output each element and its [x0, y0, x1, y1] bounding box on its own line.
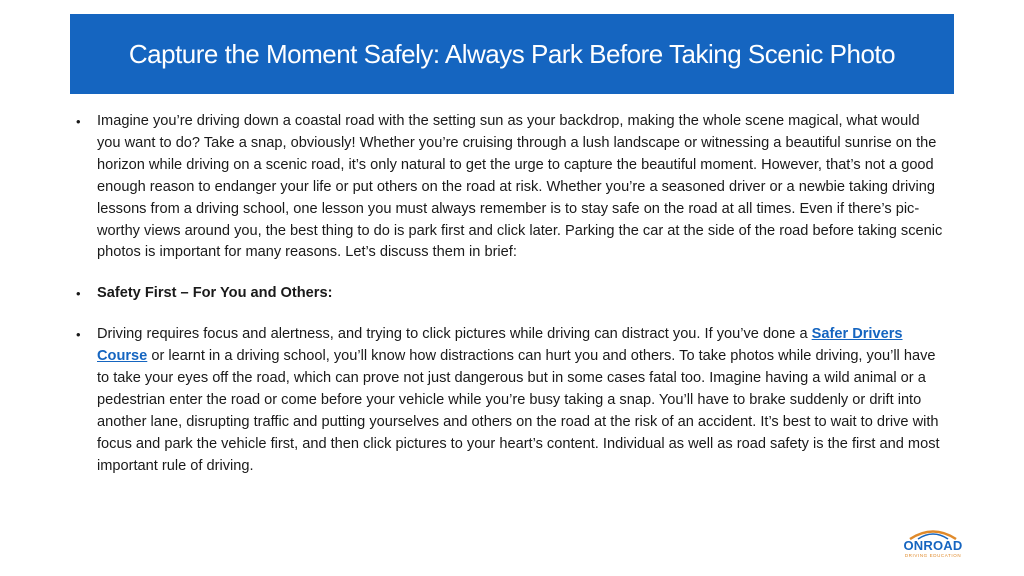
bullet-distraction: [76, 324, 946, 477]
bullet-safety-heading: [76, 283, 946, 305]
distraction-text-after: or learnt in a driving school, you’ll know how distractions can hurt you and others. To take photos while driving, you’ll have to take your eyes off the road, which can prove not just dangerous but in some cases fatal too. Imagine having a wild animal or a pedestrian enter the road or come before your vehicle while you’re busy taking a snap. You’ll have to brake suddenly or drift into another lane, disrupting traffic and putting yourselves and others on the road at the risk of an accident. It’s best to wait to drive with focus and park the vehicle first, and then click pictures to your heart’s content. Individual as well as road safety is the first and most important rule of driving.: [97, 348, 940, 474]
onroad-logo: [896, 528, 970, 564]
bullet-marker: •: [76, 114, 81, 129]
slide-title: Capture the Moment Safely: Always Park Before Taking Scenic Photo: [128, 38, 896, 69]
title-banner: [70, 14, 954, 94]
logo-brand: ONROAD: [903, 538, 963, 553]
bullet-marker: •: [76, 286, 81, 302]
safety-heading-text: Safety First – For You and Others:: [97, 285, 333, 302]
bullet-intro: [76, 111, 946, 264]
bullet-distraction-text: [97, 324, 946, 477]
distraction-text-before: Driving requires focus and alertness, and trying to click pictures while driving can distract you. If you’ve done a: [97, 326, 812, 343]
bullet-intro-text: Imagine you’re driving down a coastal road with the setting sun as your backdrop, making the whole scene magical, what would you want to do? Take a snap, obviously! Whether you’re cruising through a lush landscape or witnessing a beautiful sunrise on the horizon while driving on a scenic road, it’s only natural to get the urge to capture the beautiful moment. However, that’s not a good enough reason to endanger your life or put others on the road at risk. Whether you’re a seasoned driver or a newbie taking driving lessons from a driving school, one lesson you must always remember is to stay safe on the road at all times. Even if there’s pic-worthy views around you, the best thing to do is park first and click later. Parking the car at the side of the road before taking scenic photos is important for many reasons. Let’s discuss them in brief:: [97, 113, 943, 261]
slide-content: [76, 111, 946, 478]
logo-tagline: DRIVING EDUCATION: [904, 553, 962, 558]
safer-drivers-course-link[interactable]: Safer Drivers Course: [97, 326, 903, 365]
bullet-marker: •: [76, 327, 81, 343]
